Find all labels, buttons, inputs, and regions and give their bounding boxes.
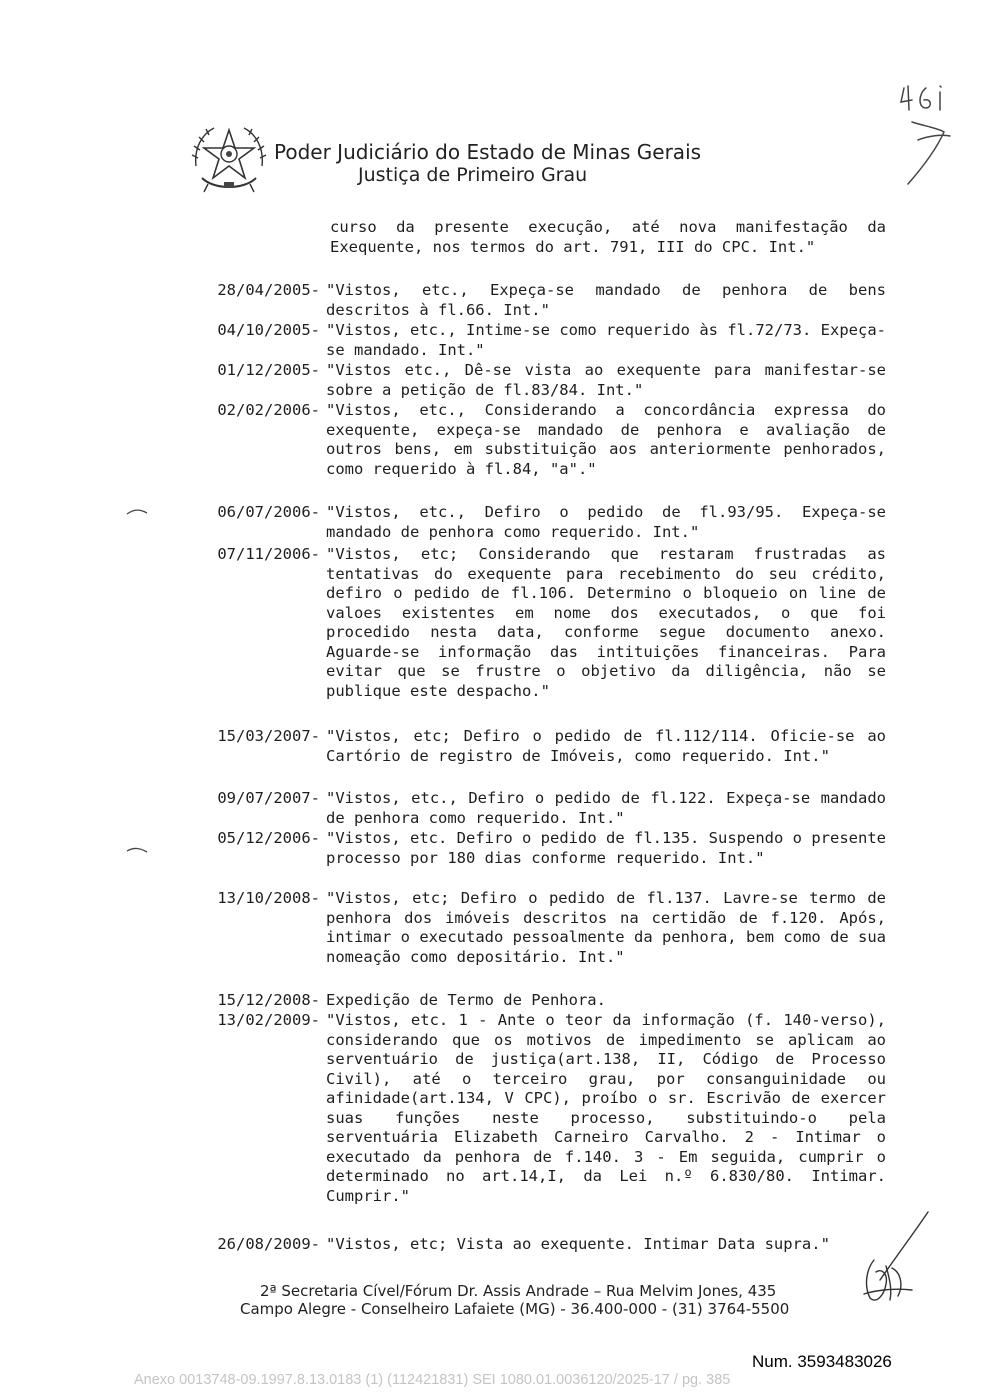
margin-tick-mark <box>126 846 148 854</box>
entry-date: 15/12/2008- <box>217 991 320 1009</box>
entry-date: 04/10/2005- <box>217 321 320 339</box>
entry-text: "Vistos, etc., Considerando a concordância expressa do exequente, expeça-se mandado de penhora e avaliação de outros bens, em substituição aos anteriormente penhorados, como requerido à fl.84, "a"." <box>326 401 886 478</box>
entry-date: 26/08/2009- <box>217 1235 320 1253</box>
court-subtitle: Justiça de Primeiro Grau <box>358 164 588 186</box>
court-title: Poder Judiciário do Estado de Minas Gerais <box>274 140 702 164</box>
entry-text: Expedição de Termo de Penhora. <box>326 991 606 1009</box>
entry-date: 06/07/2006- <box>217 503 320 521</box>
footer-contact-line: Campo Alegre - Conselheiro Lafaiete (MG) - 36.400-000 - (31) 3764-5500 <box>240 1300 790 1318</box>
entry-date: 13/10/2008- <box>217 889 320 907</box>
coat-of-arms-icon <box>188 118 270 200</box>
docket-entry <box>170 503 886 542</box>
entry-text: "Vistos, etc; Defiro o pedido de fl.112/114. Oficie-se ao Cartório de registro de Imóveis, como requerido. Int." <box>326 727 886 765</box>
entry-date: 05/12/2006- <box>217 829 320 847</box>
continuation-paragraph: curso da presente execução, até nova manifestação da Exequente, nos termos do art. 791, III do CPC. Int." <box>330 218 886 256</box>
entry-text: "Vistos, etc. Defiro o pedido de fl.135. Suspendo o presente processo por 180 dias conforme requerido. Int." <box>326 829 886 867</box>
entry-date: 01/12/2005- <box>217 361 320 379</box>
docket-entry <box>170 361 886 400</box>
handwritten-signature <box>856 1210 936 1305</box>
entry-text: "Vistos, etc., Expeça-se mandado de penhora de bens descritos à fl.66. Int." <box>326 281 886 319</box>
margin-tick-mark <box>126 508 148 516</box>
docket-entry <box>170 991 886 1011</box>
entry-date: 15/03/2007- <box>217 727 320 745</box>
entry-text: "Vistos etc., Dê-se vista ao exequente para manifestar-se sobre a petição de fl.83/84. Int." <box>326 361 886 399</box>
docket-entry <box>170 401 886 479</box>
entry-text: "Vistos, etc. 1 - Ante o teor da informação (f. 140-verso), considerando que os motivos de impedimento se aplicam ao serventuário de justiça(art.138, II, Código de Processo Civil), até o terceiro grau, por consanguinidade ou afinidade(art.134, V CPC), proíbo o sr. Escrivão de exercer suas funções neste processo, substituindo-o pela serventuária Elizabeth Carneiro Carvalho. 2 - Intimar o executado da penhora de f.140. 3 - Em seguida, cumprir o determinado no art.14,I, da Lei n.º 6.830/80. Intimar. Cumprir." <box>326 1011 886 1205</box>
entry-date: 28/04/2005- <box>217 281 320 299</box>
entry-text: "Vistos, etc., Intime-se como requerido às fl.72/73. Expeça-se mandado. Int." <box>326 321 886 359</box>
entry-text: "Vistos, etc; Defiro o pedido de fl.137. Lavre-se termo de penhora dos imóveis descritos na certidão de f.120. Após, intimar o executado pessoalmente da penhora, bem como de sua nomeação como depositário. Int." <box>326 889 886 966</box>
handwritten-folio-mark <box>898 80 958 190</box>
docket-entry <box>170 545 886 701</box>
entry-date: 02/02/2006- <box>217 401 320 419</box>
entry-text: "Vistos, etc., Defiro o pedido de fl.122. Expeça-se mandado de penhora como requerido. Int." <box>326 789 886 827</box>
entry-text: "Vistos, etc; Vista ao exequente. Intimar Data supra." <box>326 1235 830 1253</box>
docket-entry <box>170 889 886 967</box>
entry-text: "Vistos, etc; Considerando que restaram frustradas as tentativas do exequente para recebimento do seu crédito, defiro o pedido de fl.106. Determino o bloqueio on line de valoes existentes em nome dos executados, o que foi procedido nesta data, conforme segue documento anexo. Aguarde-se informação das intituições financeiras. Para evitar que se frustre o objetivo da diligência, não se publique este despacho." <box>326 545 886 700</box>
docket-entry <box>170 829 886 868</box>
footer-address-line: 2ª Secretaria Cível/Fórum Dr. Assis Andrade – Rua Melvim Jones, 435 <box>260 1282 777 1300</box>
docket-entry <box>170 727 886 766</box>
docket-entry <box>170 1235 886 1255</box>
entry-date: 09/07/2007- <box>217 789 320 807</box>
entry-date: 13/02/2009- <box>217 1011 320 1029</box>
docket-entry <box>170 321 886 360</box>
docket-entry <box>170 1011 886 1206</box>
docket-entry <box>170 789 886 828</box>
entry-text: "Vistos, etc., Defiro o pedido de fl.93/95. Expeça-se mandado de penhora como requerido. Int." <box>326 503 886 541</box>
entry-date: 07/11/2006- <box>217 545 320 563</box>
annex-watermark: Anexo 0013748-09.1997.8.13.0183 (1) (112421831) SEI 1080.01.0036120/2025-17 / pg. 385 <box>134 1372 731 1388</box>
document-number: Num. 3593483026 <box>752 1352 892 1371</box>
docket-entry <box>170 281 886 320</box>
